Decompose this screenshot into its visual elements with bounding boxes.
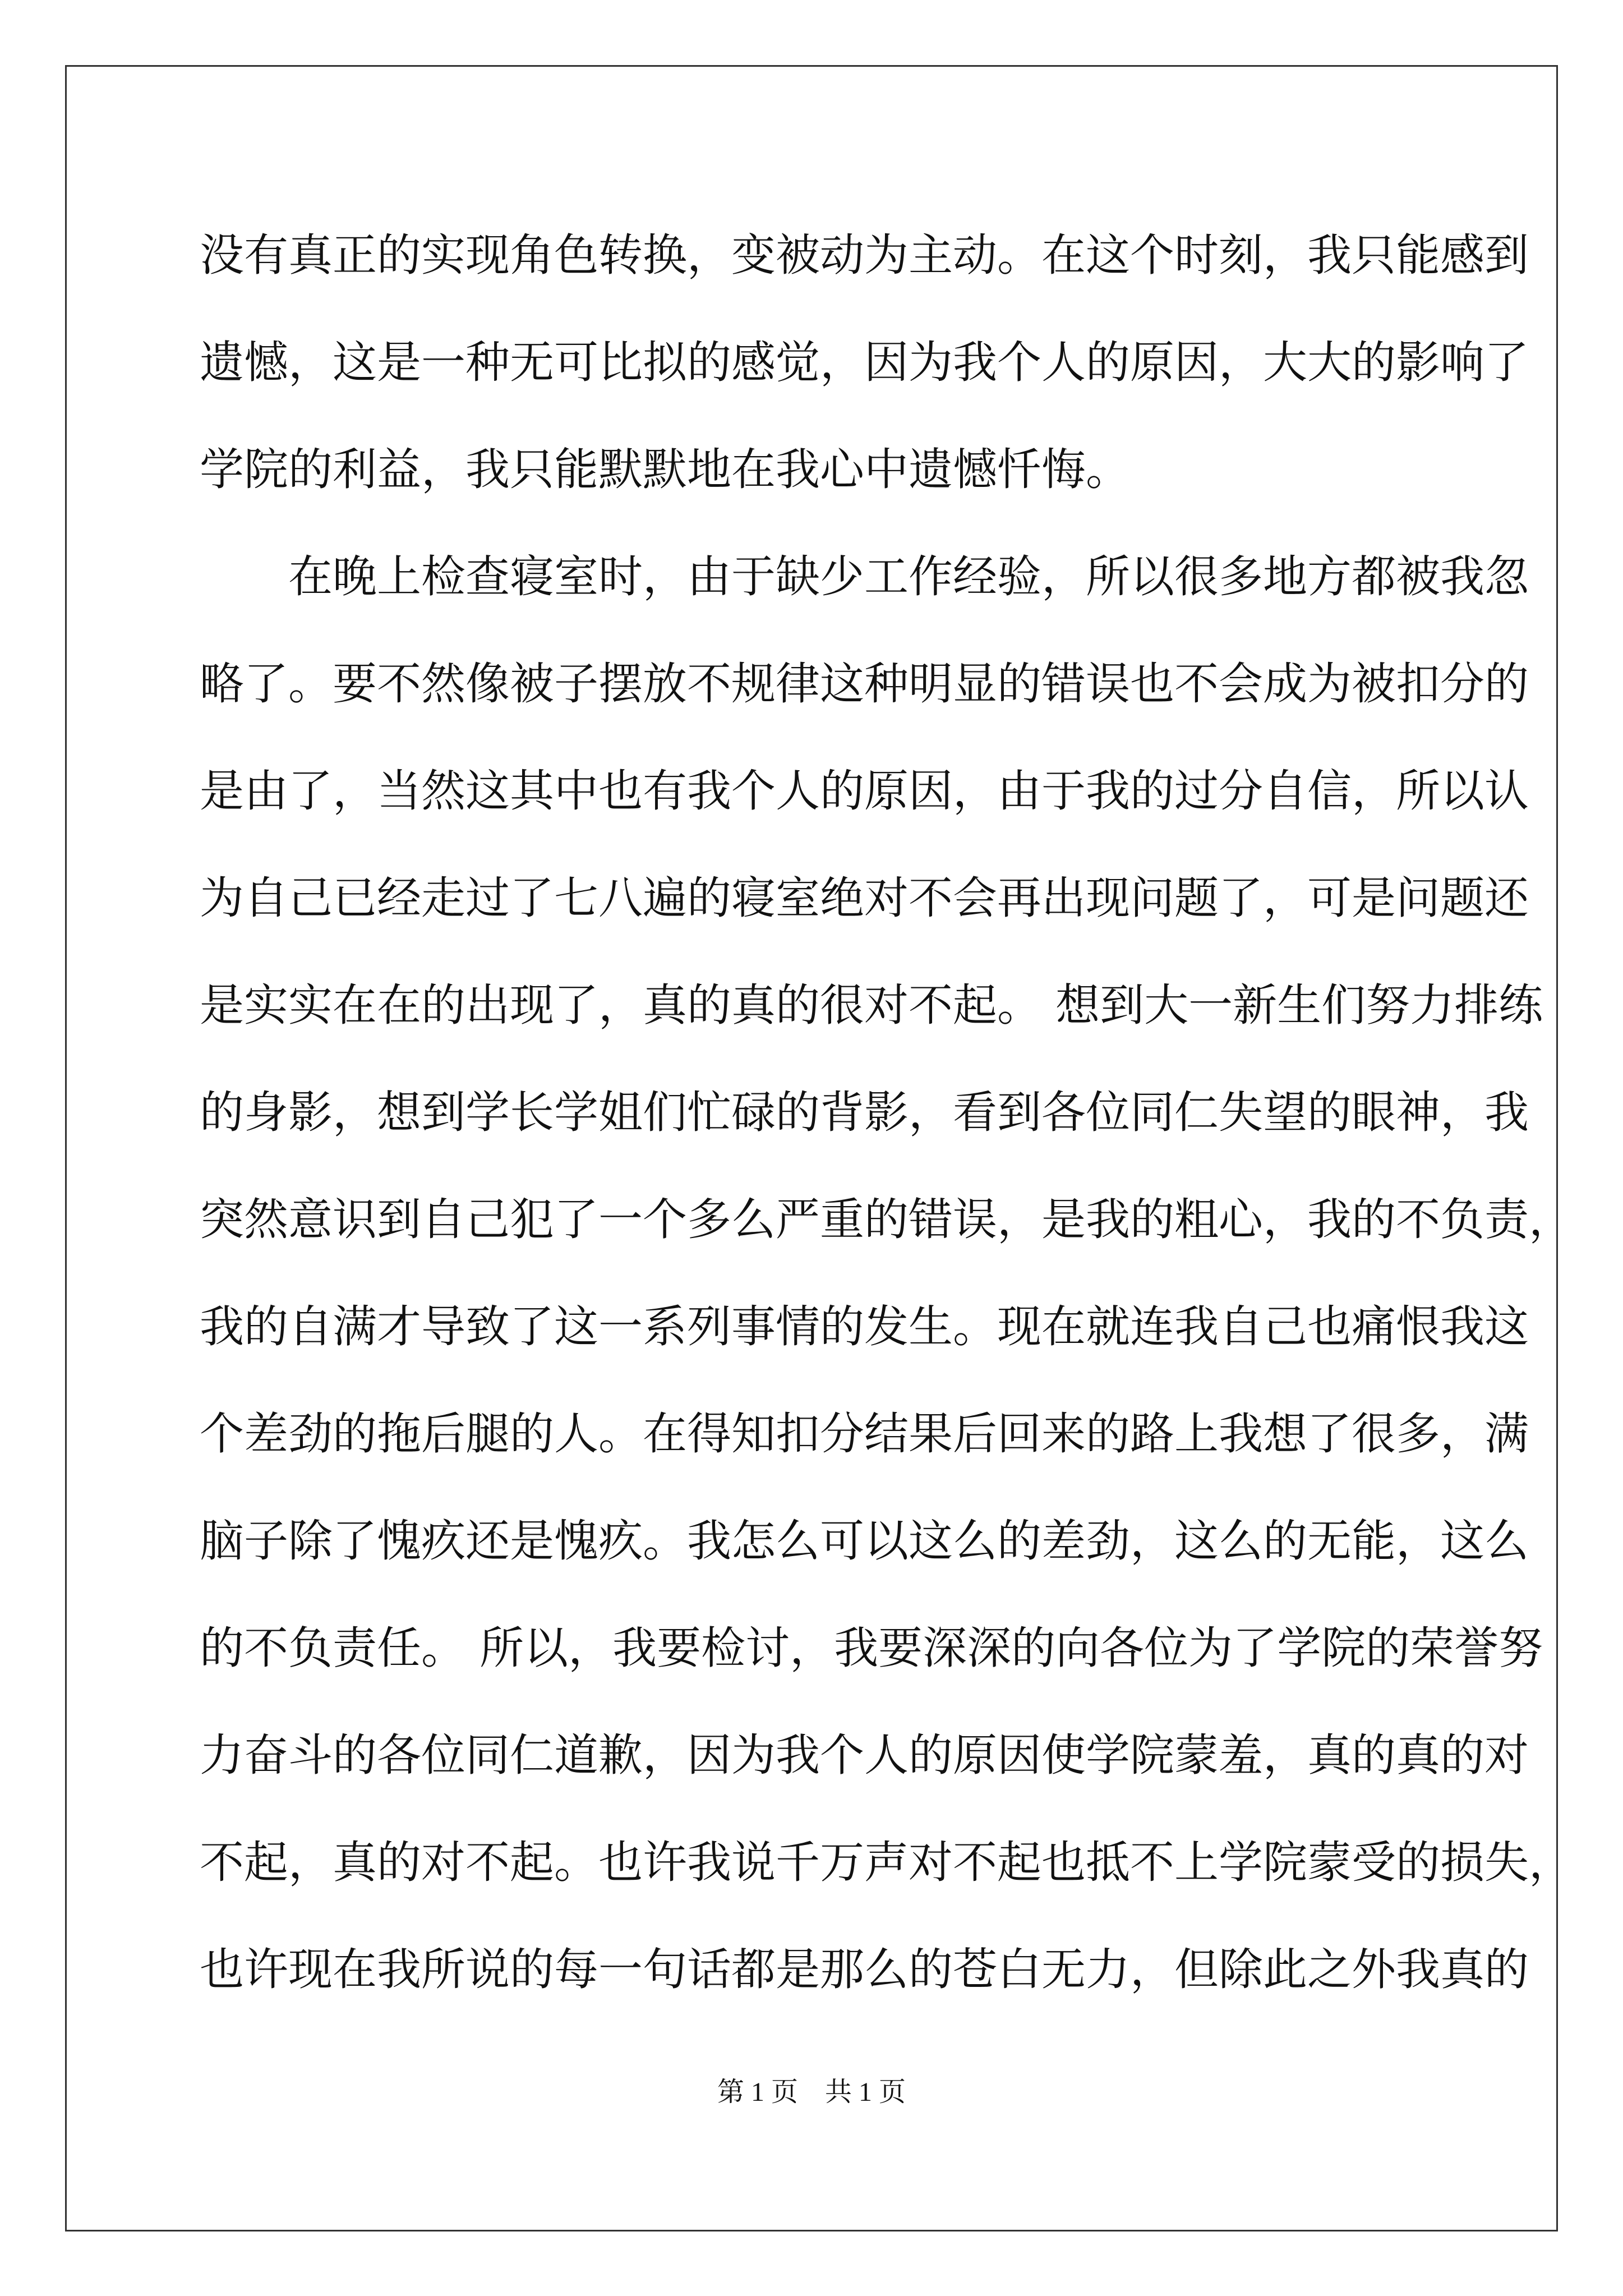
text-line: 的不负责任。 所以，我要检讨，我要深深的向各位为了学院的荣誉努 xyxy=(200,1622,1543,1674)
text-line: 学院的利益，我只能默默地在我心中遗憾忏悔。 xyxy=(200,444,1130,495)
text-line: 个差劲的拖后腿的人。在得知扣分结果后回来的路上我想了很多，满 xyxy=(200,1408,1529,1460)
text-line: 为自己已经走过了七八遍的寝室绝对不会再出现问题了，可是问题还 xyxy=(200,872,1529,924)
text-line: 遗憾，这是一种无可比拟的感觉，因为我个人的原因，大大的影响了 xyxy=(200,337,1529,388)
paragraph-first-line: 在晚上检查寝室时，由于缺少工作经验，所以很多地方都被我忽 xyxy=(288,551,1529,602)
text-line: 是实实在在的出现了，真的真的很对不起。 想到大一新生们努力排练 xyxy=(200,979,1543,1031)
page-number-footer: 第 1 页 共 1 页 xyxy=(717,2077,906,2107)
text-line: 不起，真的对不起。也许我说千万声对不起也抵不上学院蒙受的损失， xyxy=(200,1837,1573,1888)
text-line: 脑子除了愧疚还是愧疚。我怎么可以这么的差劲，这么的无能，这么 xyxy=(200,1515,1529,1567)
text-line: 是由了，当然这其中也有我个人的原因，由于我的过分自信，所以认 xyxy=(200,765,1529,817)
text-line: 略了。要不然像被子摆放不规律这种明显的错误也不会成为被扣分的 xyxy=(200,658,1529,710)
text-line: 的身影，想到学长学姐们忙碌的背影，看到各位同仁失望的眼神，我 xyxy=(200,1087,1529,1138)
text-line: 我的自满才导致了这一系列事情的发生。现在就连我自己也痛恨我这 xyxy=(200,1301,1529,1352)
text-line: 力奋斗的各位同仁道歉，因为我个人的原因使学院蒙羞，真的真的对 xyxy=(200,1729,1529,1781)
text-line: 没有真正的实现角色转换，变被动为主动。在这个时刻，我只能感到 xyxy=(200,229,1529,281)
text-line: 突然意识到自己犯了一个多么严重的错误，是我的粗心，我的不负责， xyxy=(200,1194,1573,1245)
text-line: 也许现在我所说的每一句话都是那么的苍白无力，但除此之外我真的 xyxy=(200,1944,1529,1995)
